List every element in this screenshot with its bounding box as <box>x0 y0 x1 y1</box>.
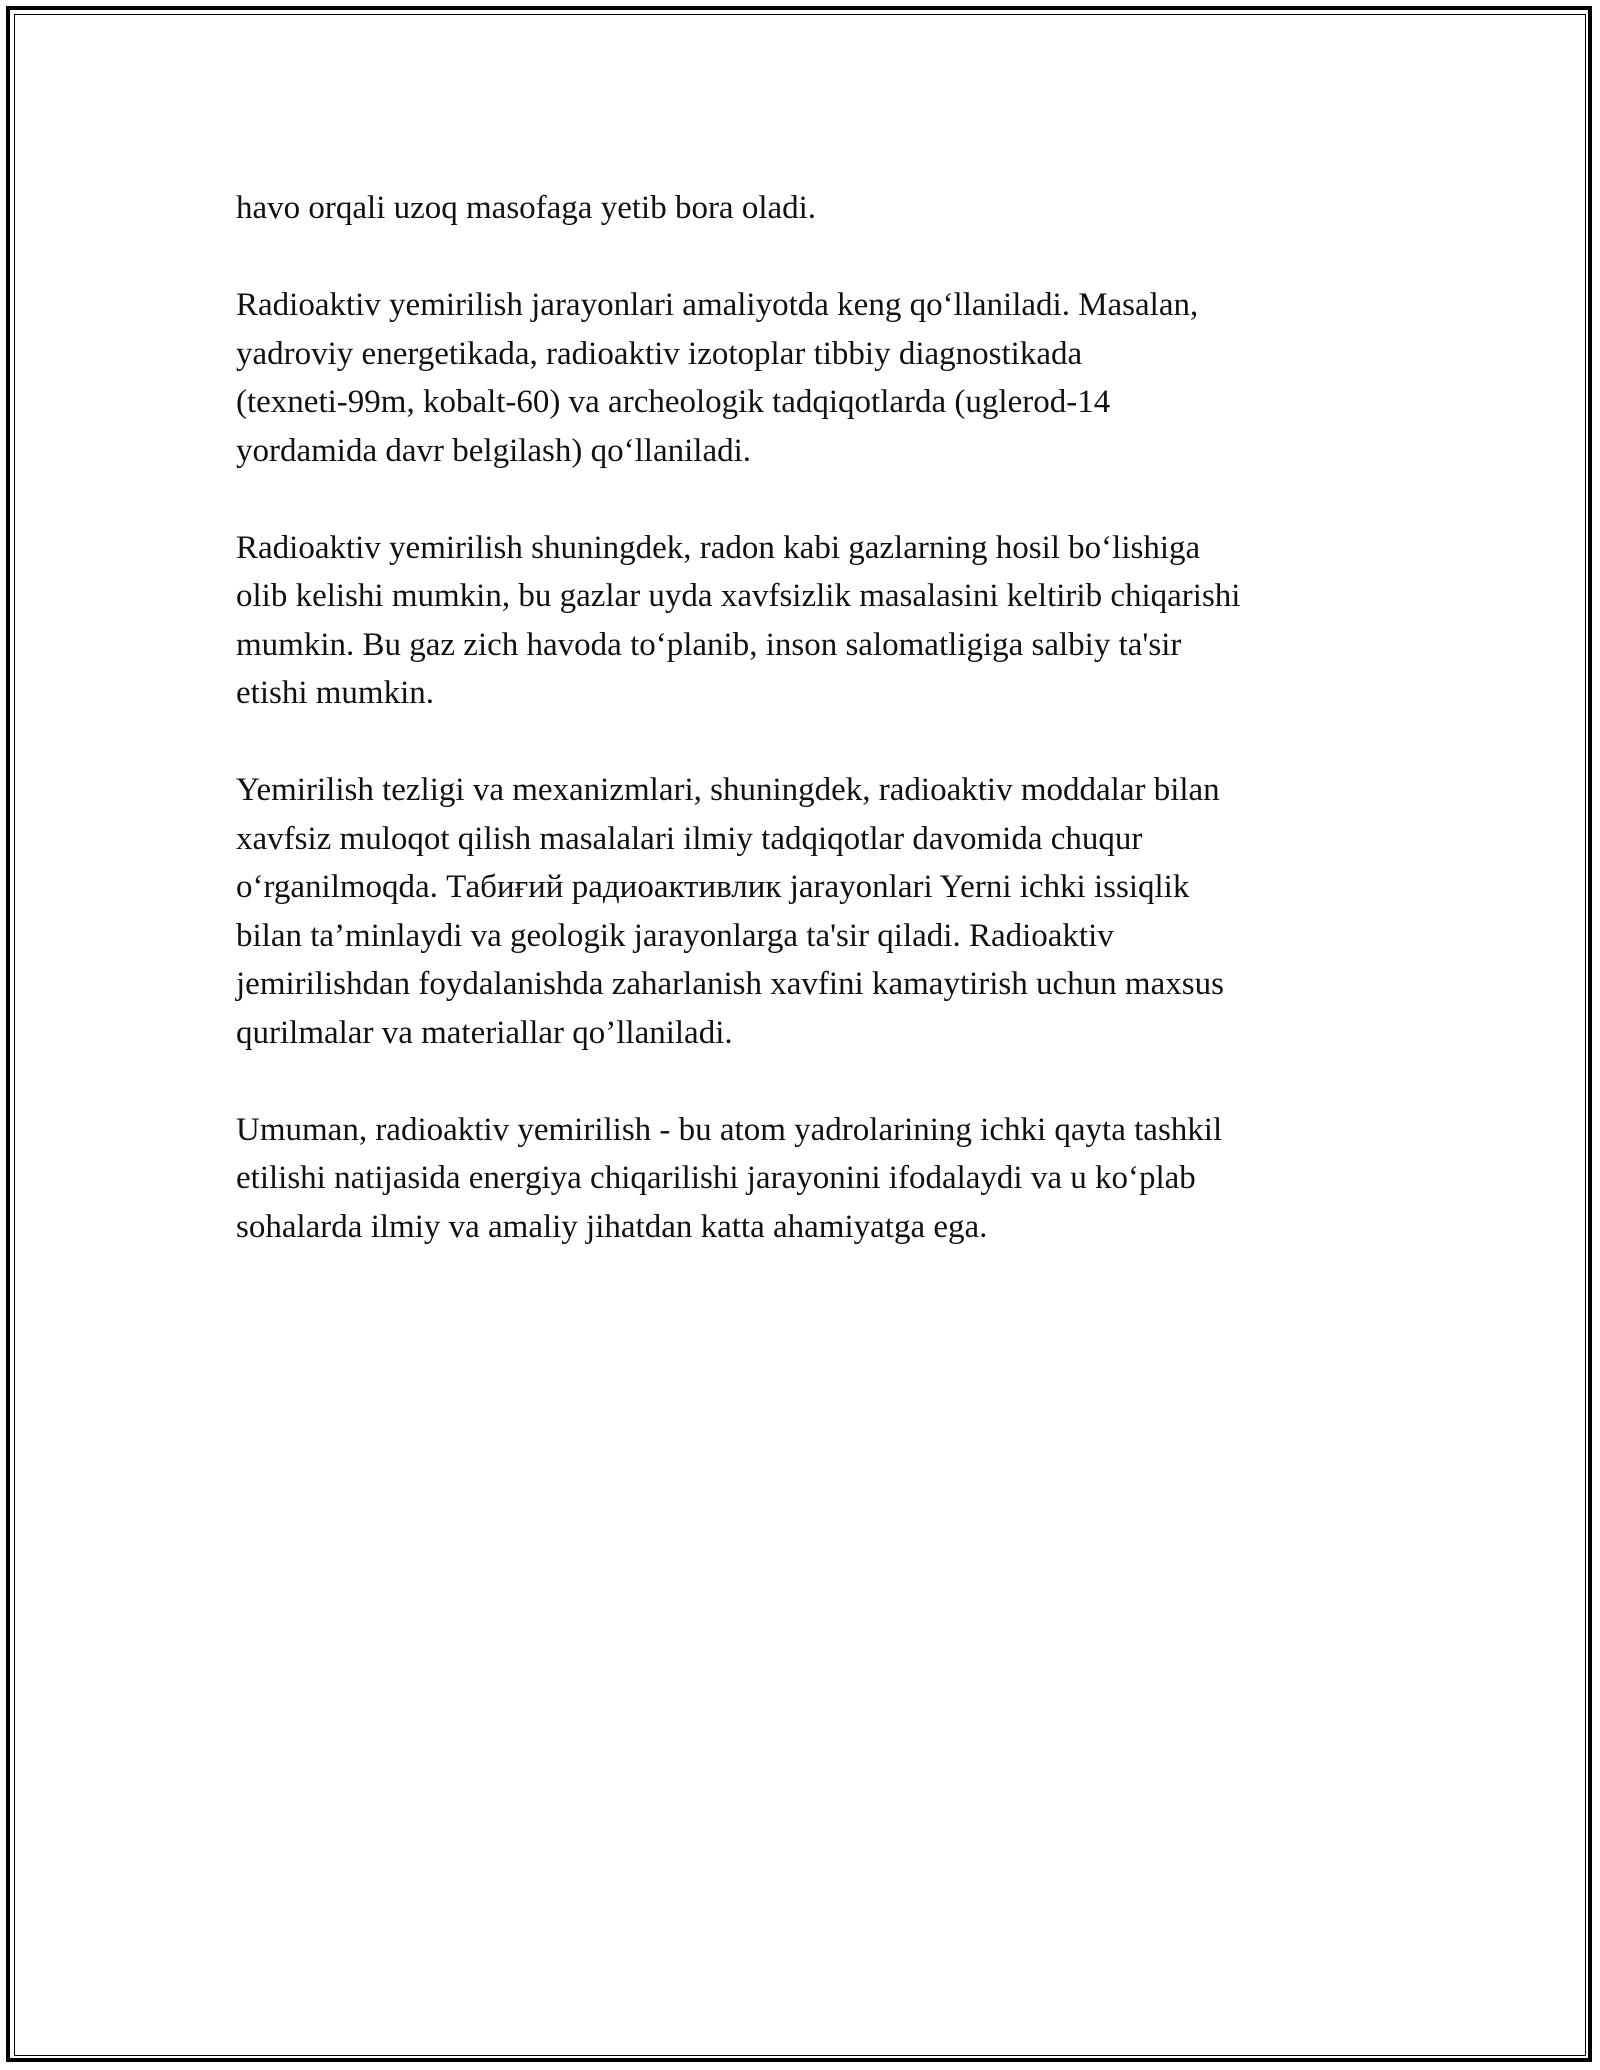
paragraph-3: Radioaktiv yemirilish shuningdek, radon kabi gazlarning hosil bo‘lishiga olib kelishi mumkin, bu gazlar uyda xavfsizlik masalasini keltirib chiqarishi mumkin. Bu gaz zich havoda to‘planib, inson salomatligiga salbiy ta'sir etishi mumkin. <box>236 529 1241 711</box>
document-body <box>236 184 1376 1300</box>
paragraph-2: Radioaktiv yemirilish jarayonlari amaliyotda keng qo‘llaniladi. Masalan, yadroviy energetikada, radioaktiv izotoplar tibbiy diagnostikada (texneti-99m, kobalt-60) va archeologik tadqiqotlarda (uglerod-14 yordamida davr belgilash) qo‘llaniladi. <box>236 287 1199 469</box>
paragraph-5: Umuman, radioaktiv yemirilish - bu atom yadrolarining ichki qayta tashkil etilishi natijasida energiya chiqarilishi jarayonini ifodalaydi va u ko‘plab sohalarda ilmiy va amaliy jihatdan katta ahamiyatga ega. <box>236 1111 1223 1245</box>
paragraph-1: havo orqali uzoq masofaga yetib bora oladi. <box>236 190 817 226</box>
paragraph-4: Yemirilish tezligi va mexanizmlari, shuningdek, radioaktiv moddalar bilan xavfsiz muloqot qilish masalalari ilmiy tadqiqotlar davomida chuqur o‘rganilmoqda. Табиғий радиоактивлик jarayonlari Yerni ichki issiqlik bilan ta’minlaydi va geologik jarayonlarga ta'sir qiladi. Radioaktiv jemirilishdan foydalanishda zaharlanish xavfini kamaytirish uchun maxsus qurilmalar va materiallar qo’llaniladi. <box>236 772 1224 1051</box>
